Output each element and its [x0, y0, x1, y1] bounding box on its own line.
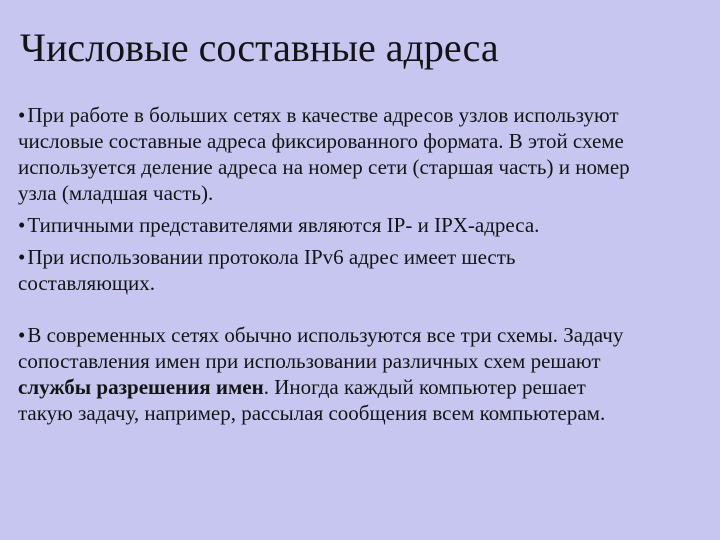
bullet-3-line-2: составляющих. — [18, 271, 156, 295]
bullet-4-line-1 — [18, 322, 718, 348]
bullet-item-3 — [18, 244, 718, 296]
bullet-marker: • — [18, 323, 26, 347]
bullet-marker: • — [18, 213, 26, 237]
bullet-1-line-1 — [18, 102, 718, 128]
bullet-1-line-3: используется деление адреса на номер сети (старшая часть) и номер — [18, 155, 630, 179]
bullet-4-text-1: В современных сетях обычно используются все три схемы. Задачу — [27, 323, 624, 347]
bullet-2-line-1 — [18, 212, 718, 238]
bullet-marker: • — [18, 245, 26, 269]
bullet-3-line-1 — [18, 244, 718, 270]
bullet-1-line-2: числовые составные адреса фиксированного формата. В этой схеме — [18, 129, 624, 153]
bullet-marker: • — [18, 103, 26, 127]
bullet-3-text-1: При использовании протокола IPv6 адрес имеет шесть — [27, 245, 516, 269]
bullet-1-line-4: узла (младшая часть). — [18, 181, 214, 205]
bullet-4-line-4: такую задачу, например, рассылая сообщения всем компьютерам. — [18, 401, 606, 425]
bullet-4-line-3 — [18, 374, 718, 400]
bullet-item-1 — [18, 102, 718, 206]
bullet-list — [18, 102, 718, 432]
slide-title: Числовые составные адреса — [20, 25, 499, 70]
bullet-4-after-bold: . Иногда каждый компьютер решает — [263, 375, 586, 399]
bullet-2-text-1: Типичными представителями являются IP- и IPX-адреса. — [27, 213, 540, 237]
bullet-1-text-1: При работе в больших сетях в качестве адресов узлов используют — [27, 103, 619, 127]
bullet-4-line-2: сопоставления имен при использовании различных схем решают — [18, 349, 601, 373]
bullet-item-2 — [18, 212, 718, 238]
bullet-item-4 — [18, 322, 718, 426]
bold-term: службы разрешения имен — [18, 375, 264, 399]
